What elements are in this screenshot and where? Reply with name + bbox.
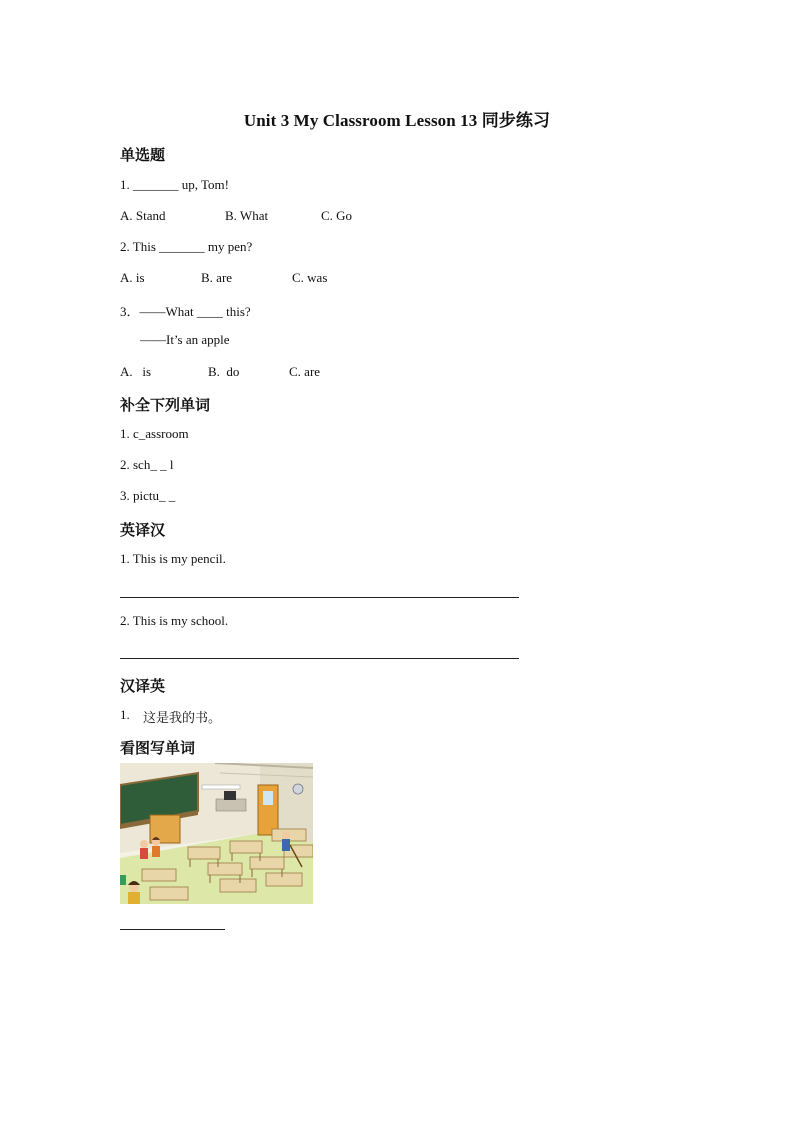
answer-line-2 (120, 658, 519, 659)
question-1-option-c: C. Go (321, 208, 353, 223)
question-3-reply: ——It’s an apple (140, 332, 230, 347)
question-1-option-a: A. Stand (120, 208, 166, 223)
question-3-option-c: C. are (289, 364, 321, 379)
section-heading-single-choice: 单选题 (120, 146, 166, 164)
question-2-option-b: B. are (201, 270, 233, 285)
complete-word-2: 2. sch_ _ l (120, 457, 174, 472)
question-2-option-c: C. was (292, 270, 328, 285)
translate-en-1: 1. This is my pencil. (120, 551, 226, 566)
page-title: Unit 3 My Classroom Lesson 13 同步练习 (243, 111, 551, 130)
complete-word-3: 3. pictu_ _ (120, 488, 176, 503)
question-2-stem: 2. This _______ my pen? (120, 239, 253, 254)
picture-answer-line (120, 929, 225, 930)
question-3-option-a: A. is (120, 364, 152, 379)
complete-word-1: 1. c_assroom (120, 426, 189, 441)
translate-cn-number: 1. (120, 707, 130, 722)
answer-line-1 (120, 597, 519, 598)
translate-en-2: 2. This is my school. (120, 613, 229, 628)
question-3-stem: 3．——What ____ this? (120, 304, 251, 319)
classroom-illustration (120, 763, 313, 904)
section-heading-picture-word: 看图写单词 (120, 739, 196, 757)
section-heading-en-to-cn: 英译汉 (120, 521, 166, 539)
question-2-option-a: A. is (120, 270, 145, 285)
question-3-option-b: B. do (208, 364, 240, 379)
translate-cn-1: 这是我的书。 (143, 711, 222, 726)
question-1-stem: 1. _______ up, Tom! (120, 177, 229, 192)
section-heading-cn-to-en: 汉译英 (120, 677, 166, 695)
question-1-option-b: B. What (225, 208, 269, 223)
section-heading-complete-words: 补全下列单词 (120, 396, 211, 414)
